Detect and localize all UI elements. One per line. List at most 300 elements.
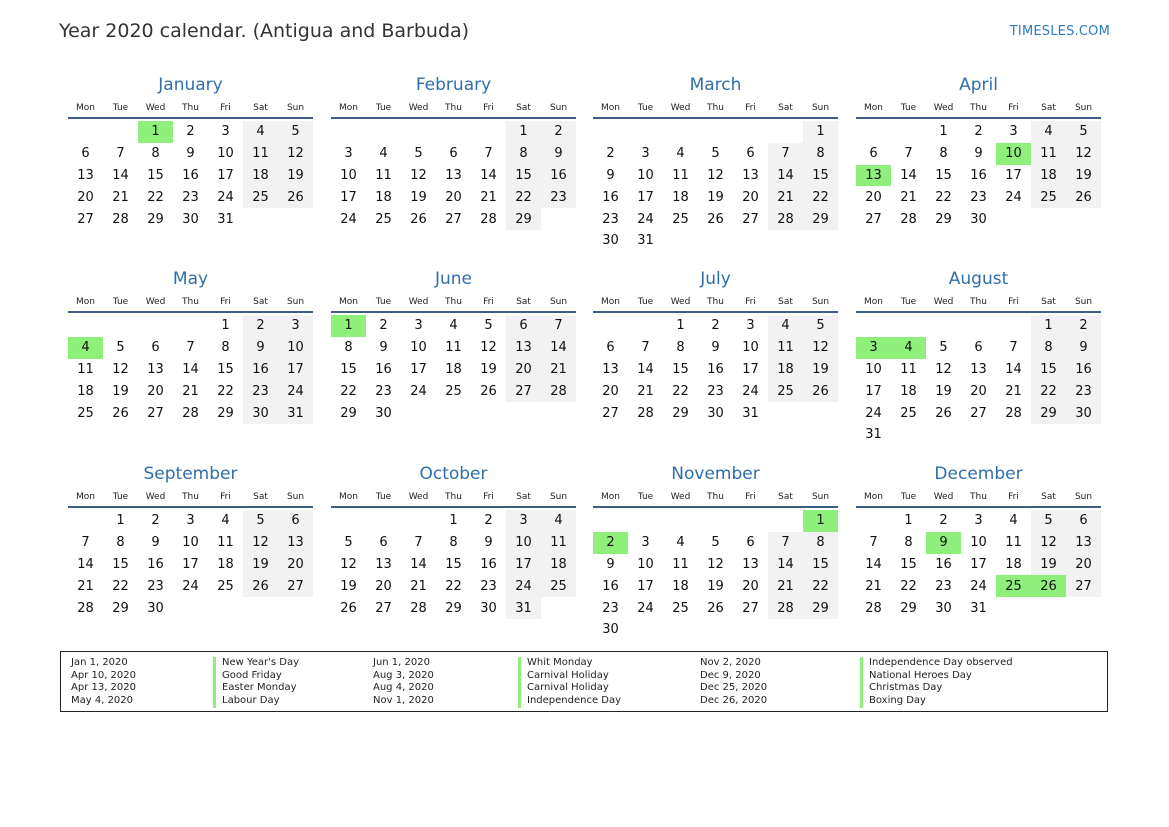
holiday-date: Dec 9, 2020 — [700, 669, 761, 681]
empty-day — [856, 510, 891, 532]
day-cell: 7 — [414, 535, 423, 551]
day-cell: 1 — [1031, 315, 1066, 337]
day-cell: 21 — [541, 359, 576, 381]
day-cell: 19 — [803, 359, 838, 381]
empty-day — [698, 121, 733, 143]
holiday-name: Good Friday — [213, 670, 299, 683]
holiday-date: Aug 4, 2020 — [373, 682, 434, 694]
day-cell: 6 — [1066, 510, 1101, 532]
day-cell: 23 — [541, 186, 576, 208]
day-cell: 22 — [935, 189, 952, 205]
day-cell: 30 — [375, 405, 392, 421]
day-cell: 17 — [182, 556, 199, 572]
holiday-day: 1 — [803, 510, 838, 532]
day-cell: 17 — [865, 383, 882, 399]
day-cell: 27 — [602, 405, 619, 421]
day-cell: 23 — [602, 600, 619, 616]
day-cell: 14 — [768, 554, 803, 576]
day-cell: 19 — [410, 189, 427, 205]
day-cell: 19 — [340, 578, 357, 594]
weekday-label: Fri — [220, 103, 231, 113]
weekday-label: Mon — [864, 103, 883, 113]
day-cell: 8 — [803, 532, 838, 554]
holiday-name: Boxing Day — [860, 695, 1013, 708]
day-cell: 17 — [506, 554, 541, 576]
day-cell: 3 — [414, 318, 423, 334]
day-cell: 11 — [900, 361, 917, 377]
day-cell: 26 — [803, 380, 838, 402]
day-cell: 28 — [1005, 405, 1022, 421]
day-cell: 12 — [480, 340, 497, 356]
day-cell: 1 — [506, 121, 541, 143]
day-grid — [593, 510, 838, 641]
weekday-label: Sat — [516, 103, 531, 113]
day-cell: 7 — [768, 532, 803, 554]
day-cell: 9 — [1066, 337, 1101, 359]
day-cell: 16 — [480, 556, 497, 572]
day-cell: 8 — [676, 340, 685, 356]
day-cell: 29 — [340, 405, 357, 421]
day-cell: 31 — [217, 211, 234, 227]
day-cell: 15 — [935, 167, 952, 183]
day-cell: 8 — [904, 535, 913, 551]
day-grid — [593, 121, 838, 252]
day-cell: 13 — [147, 361, 164, 377]
day-cell: 26 — [410, 211, 427, 227]
holiday-date: Nov 2, 2020 — [700, 657, 761, 668]
day-cell: 1 — [116, 513, 125, 529]
day-cell: 22 — [445, 578, 462, 594]
month-november — [593, 463, 838, 641]
day-cell: 9 — [151, 535, 160, 551]
weekday-label: Sat — [1041, 103, 1056, 113]
weekday-label: Fri — [220, 297, 231, 307]
holiday-name: Independence Day — [518, 695, 621, 708]
day-cell: 16 — [541, 165, 576, 187]
day-cell: 18 — [1005, 556, 1022, 572]
empty-day — [401, 510, 436, 532]
day-cell: 25 — [217, 578, 234, 594]
weekday-label: Sun — [286, 492, 305, 502]
day-cell: 6 — [379, 535, 388, 551]
day-cell: 4 — [379, 146, 388, 162]
day-cell: 24 — [637, 600, 654, 616]
empty-day — [961, 315, 996, 337]
weekday-label: Sun — [549, 103, 568, 113]
day-cell: 10 — [278, 337, 313, 359]
day-cell: 5 — [414, 146, 423, 162]
weekday-label: Thu — [182, 297, 199, 307]
empty-day — [68, 510, 103, 532]
day-cell: 21 — [768, 575, 803, 597]
day-grid — [856, 510, 1101, 619]
weekday-header — [856, 293, 1101, 313]
day-cell: 16 — [243, 359, 278, 381]
legend-names-column — [518, 657, 621, 708]
day-cell: 11 — [672, 556, 689, 572]
day-cell: 11 — [541, 532, 576, 554]
day-cell: 20 — [742, 578, 759, 594]
day-cell: 13 — [742, 167, 759, 183]
weekday-label: Sat — [516, 492, 531, 502]
day-cell: 9 — [243, 337, 278, 359]
empty-day — [593, 510, 628, 532]
month-april — [856, 74, 1101, 230]
day-cell: 20 — [375, 578, 392, 594]
day-cell: 27 — [1066, 575, 1101, 597]
weekday-label: Wed — [670, 492, 691, 502]
holiday-name: Independence Day observed — [860, 657, 1013, 670]
day-cell: 13 — [742, 556, 759, 572]
day-cell: 10 — [865, 361, 882, 377]
weekday-label: Sat — [778, 297, 793, 307]
weekday-label: Fri — [745, 297, 756, 307]
month-september — [68, 463, 313, 619]
empty-day — [996, 315, 1031, 337]
day-cell: 4 — [1009, 513, 1018, 529]
month-december — [856, 463, 1101, 619]
day-cell: 8 — [803, 143, 838, 165]
day-cell: 5 — [803, 315, 838, 337]
weekday-header — [68, 293, 313, 313]
day-cell: 7 — [484, 146, 493, 162]
day-cell: 15 — [112, 556, 129, 572]
holiday-date: May 4, 2020 — [71, 695, 134, 707]
day-cell: 10 — [970, 535, 987, 551]
day-cell: 31 — [506, 597, 541, 619]
weekday-header — [593, 99, 838, 119]
weekday-label: Tue — [900, 492, 917, 502]
day-grid — [68, 510, 313, 619]
weekday-label: Sat — [253, 492, 268, 502]
holiday-name: Carnival Holiday — [518, 682, 621, 695]
day-cell: 8 — [449, 535, 458, 551]
day-cell: 27 — [742, 211, 759, 227]
day-cell: 6 — [81, 146, 90, 162]
weekday-label: Tue — [637, 297, 654, 307]
day-cell: 13 — [506, 337, 541, 359]
day-cell: 17 — [970, 556, 987, 572]
weekday-label: Mon — [864, 297, 883, 307]
empty-day — [593, 315, 628, 337]
empty-day — [401, 121, 436, 143]
day-cell: 13 — [77, 167, 94, 183]
day-cell: 27 — [970, 405, 987, 421]
day-cell: 2 — [379, 318, 388, 334]
day-cell: 27 — [445, 211, 462, 227]
day-cell: 5 — [243, 510, 278, 532]
day-cell: 16 — [182, 167, 199, 183]
day-cell: 13 — [278, 532, 313, 554]
day-cell: 31 — [278, 402, 313, 424]
empty-day — [856, 121, 891, 143]
weekday-label: Mon — [601, 297, 620, 307]
day-cell: 7 — [1009, 340, 1018, 356]
day-cell: 3 — [221, 124, 230, 140]
day-cell: 22 — [506, 186, 541, 208]
day-cell: 27 — [742, 600, 759, 616]
day-cell: 12 — [410, 167, 427, 183]
day-cell: 20 — [970, 383, 987, 399]
holiday-day: 9 — [926, 532, 961, 554]
weekday-label: Sun — [811, 492, 830, 502]
day-cell: 19 — [707, 189, 724, 205]
day-cell: 5 — [1066, 121, 1101, 143]
month-january — [68, 74, 313, 230]
day-cell: 31 — [970, 600, 987, 616]
holiday-name: Labour Day — [213, 695, 299, 708]
day-cell: 12 — [707, 556, 724, 572]
day-cell: 5 — [344, 535, 353, 551]
day-cell: 2 — [484, 513, 493, 529]
empty-day — [138, 315, 173, 337]
day-cell: 11 — [445, 340, 462, 356]
day-cell: 3 — [186, 513, 195, 529]
day-cell: 17 — [1005, 167, 1022, 183]
empty-day — [436, 121, 471, 143]
weekday-label: Fri — [1008, 492, 1019, 502]
day-cell: 25 — [672, 211, 689, 227]
day-cell: 1 — [939, 124, 948, 140]
weekday-header — [856, 99, 1101, 119]
day-cell: 4 — [1031, 121, 1066, 143]
day-cell: 1 — [221, 318, 230, 334]
weekday-label: Sun — [1074, 103, 1093, 113]
day-cell: 24 — [742, 383, 759, 399]
day-cell: 12 — [1066, 143, 1101, 165]
day-cell: 6 — [869, 146, 878, 162]
holiday-day: 1 — [331, 315, 366, 337]
empty-day — [768, 121, 803, 143]
day-cell: 16 — [970, 167, 987, 183]
day-cell: 6 — [606, 340, 615, 356]
day-cell: 21 — [77, 578, 94, 594]
day-cell: 18 — [217, 556, 234, 572]
holiday-day: 4 — [68, 337, 103, 359]
day-cell: 20 — [278, 554, 313, 576]
month-may — [68, 268, 313, 424]
day-cell: 24 — [865, 405, 882, 421]
day-cell: 16 — [602, 578, 619, 594]
day-cell: 21 — [112, 189, 129, 205]
day-cell: 12 — [707, 167, 724, 183]
day-cell: 29 — [1031, 402, 1066, 424]
day-cell: 9 — [379, 340, 388, 356]
weekday-header — [68, 488, 313, 508]
day-cell: 8 — [344, 340, 353, 356]
day-cell: 26 — [1066, 186, 1101, 208]
empty-day — [331, 510, 366, 532]
day-cell: 18 — [672, 578, 689, 594]
day-cell: 29 — [935, 211, 952, 227]
day-cell: 6 — [746, 535, 755, 551]
day-cell: 22 — [217, 383, 234, 399]
day-cell: 12 — [935, 361, 952, 377]
day-cell: 24 — [970, 578, 987, 594]
day-cell: 14 — [410, 556, 427, 572]
holiday-date: Apr 13, 2020 — [71, 682, 137, 694]
empty-day — [891, 121, 926, 143]
holiday-day: 25 — [996, 575, 1031, 597]
empty-day — [926, 315, 961, 337]
month-title: December — [934, 464, 1023, 484]
empty-day — [366, 510, 401, 532]
day-cell: 4 — [676, 146, 685, 162]
weekday-label: Mon — [76, 492, 95, 502]
day-cell: 9 — [541, 143, 576, 165]
day-cell: 28 — [768, 597, 803, 619]
day-cell: 21 — [480, 189, 497, 205]
day-cell: 21 — [1005, 383, 1022, 399]
day-cell: 17 — [278, 359, 313, 381]
day-cell: 17 — [742, 361, 759, 377]
weekday-label: Mon — [76, 103, 95, 113]
day-cell: 27 — [77, 211, 94, 227]
weekday-header — [331, 488, 576, 508]
day-cell: 5 — [1031, 510, 1066, 532]
day-grid — [331, 315, 576, 424]
weekday-label: Tue — [637, 492, 654, 502]
holiday-date: Jun 1, 2020 — [373, 657, 430, 668]
day-cell: 23 — [375, 383, 392, 399]
month-title: January — [158, 75, 223, 95]
empty-day — [68, 121, 103, 143]
day-cell: 12 — [803, 337, 838, 359]
weekday-label: Sun — [1074, 492, 1093, 502]
day-cell: 14 — [541, 337, 576, 359]
day-cell: 24 — [1005, 189, 1022, 205]
month-title: April — [959, 75, 998, 95]
day-cell: 2 — [541, 121, 576, 143]
day-cell: 14 — [865, 556, 882, 572]
legend-dates-column — [700, 657, 767, 708]
day-cell: 31 — [865, 427, 882, 443]
day-cell: 22 — [340, 383, 357, 399]
day-cell: 20 — [506, 359, 541, 381]
weekday-label: Wed — [933, 492, 954, 502]
day-cell: 6 — [974, 340, 983, 356]
day-cell: 3 — [641, 146, 650, 162]
holiday-name: Whit Monday — [518, 657, 621, 670]
day-cell: 25 — [243, 186, 278, 208]
day-cell: 24 — [278, 380, 313, 402]
day-cell: 10 — [742, 340, 759, 356]
holiday-date: Nov 1, 2020 — [373, 695, 434, 707]
day-cell: 25 — [900, 405, 917, 421]
day-cell: 21 — [768, 186, 803, 208]
site-link[interactable]: TIMESLES.COM — [1009, 24, 1110, 39]
month-title: September — [143, 464, 238, 484]
day-cell: 17 — [637, 578, 654, 594]
day-cell: 14 — [900, 167, 917, 183]
weekday-label: Fri — [220, 492, 231, 502]
weekday-label: Thu — [970, 297, 987, 307]
day-cell: 30 — [182, 211, 199, 227]
day-cell: 4 — [243, 121, 278, 143]
day-cell: 19 — [935, 383, 952, 399]
day-cell: 25 — [768, 380, 803, 402]
day-cell: 24 — [637, 211, 654, 227]
weekday-label: Sat — [253, 103, 268, 113]
weekday-label: Thu — [182, 492, 199, 502]
day-cell: 7 — [81, 535, 90, 551]
day-cell: 28 — [77, 600, 94, 616]
day-cell: 5 — [711, 535, 720, 551]
holiday-day: 13 — [856, 165, 891, 187]
legend-dates-column — [373, 657, 434, 708]
day-cell: 29 — [803, 208, 838, 230]
day-cell: 22 — [1031, 380, 1066, 402]
day-grid — [331, 510, 576, 619]
month-june — [331, 268, 576, 424]
holiday-day: 3 — [856, 337, 891, 359]
day-cell: 23 — [970, 189, 987, 205]
empty-day — [768, 510, 803, 532]
weekday-label: Fri — [483, 492, 494, 502]
weekday-label: Thu — [445, 103, 462, 113]
day-cell: 2 — [186, 124, 195, 140]
day-cell: 22 — [900, 578, 917, 594]
day-cell: 27 — [147, 405, 164, 421]
day-cell: 20 — [445, 189, 462, 205]
holiday-legend — [60, 651, 1108, 712]
day-cell: 15 — [803, 165, 838, 187]
weekday-label: Fri — [745, 103, 756, 113]
weekday-label: Wed — [408, 492, 429, 502]
day-cell: 11 — [768, 337, 803, 359]
day-cell: 23 — [1066, 380, 1101, 402]
day-cell: 3 — [506, 510, 541, 532]
day-cell: 27 — [375, 600, 392, 616]
day-grid — [68, 121, 313, 230]
day-cell: 7 — [541, 315, 576, 337]
weekday-label: Tue — [900, 103, 917, 113]
day-cell: 21 — [865, 578, 882, 594]
day-cell: 8 — [939, 146, 948, 162]
day-cell: 30 — [935, 600, 952, 616]
day-cell: 18 — [375, 189, 392, 205]
day-cell: 1 — [676, 318, 685, 334]
day-cell: 11 — [672, 167, 689, 183]
legend-dates-column — [71, 657, 136, 708]
day-cell: 19 — [243, 554, 278, 576]
weekday-label: Mon — [339, 103, 358, 113]
day-cell: 9 — [711, 340, 720, 356]
empty-day — [628, 510, 663, 532]
weekday-label: Tue — [375, 297, 392, 307]
day-cell: 19 — [707, 578, 724, 594]
day-cell: 18 — [541, 554, 576, 576]
weekday-header — [68, 99, 313, 119]
day-cell: 29 — [147, 211, 164, 227]
day-cell: 6 — [506, 315, 541, 337]
day-cell: 27 — [865, 211, 882, 227]
weekday-label: Sun — [1074, 297, 1093, 307]
day-cell: 21 — [182, 383, 199, 399]
day-cell: 3 — [344, 146, 353, 162]
day-cell: 6 — [151, 340, 160, 356]
weekday-label: Wed — [145, 297, 166, 307]
day-cell: 23 — [182, 189, 199, 205]
day-cell: 13 — [1066, 532, 1101, 554]
day-cell: 15 — [506, 165, 541, 187]
day-cell: 27 — [278, 575, 313, 597]
day-cell: 18 — [77, 383, 94, 399]
day-cell: 2 — [606, 146, 615, 162]
day-cell: 12 — [243, 532, 278, 554]
day-cell: 25 — [1031, 186, 1066, 208]
weekday-label: Mon — [864, 492, 883, 502]
